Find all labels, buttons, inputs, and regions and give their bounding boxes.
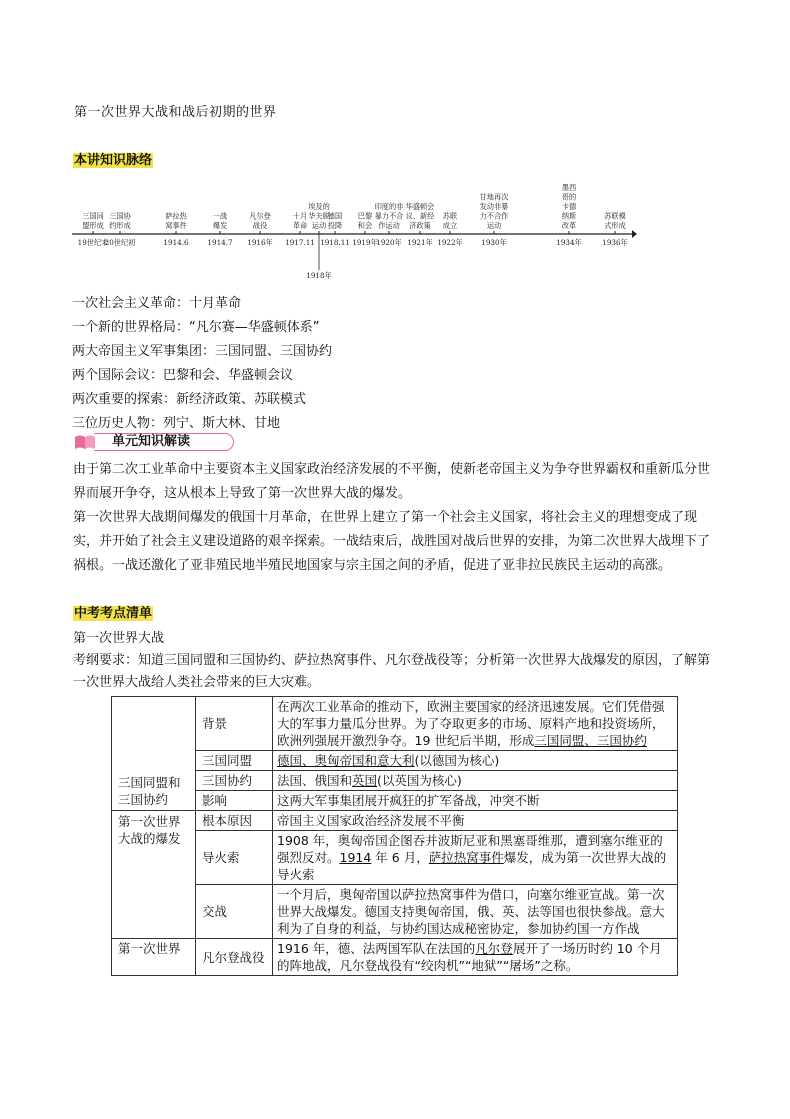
summary-item: 两个国际会议：巴黎和会、华盛顿会议 [72, 368, 294, 383]
table-row [112, 751, 678, 771]
summary-item: 一次社会主义革命：十月革命 [72, 296, 242, 311]
row-content: 这两大军事集团展开疯狂的扩军备战，冲突不断 [273, 791, 678, 811]
summary-list [72, 292, 332, 436]
paragraph: 由于第二次工业革命中主要资本主义国家政治经济发展的不平衡，使新老帝国主义为争夺世界霸权和重新瓜分世界而展开争夺，这从根本上导致了第一次世界大战的爆发。 [73, 462, 711, 501]
timeline-event: 十月革命 [292, 211, 308, 230]
table-row [112, 791, 678, 811]
knowledge-table [111, 696, 678, 976]
timeline-date: 1920年 [376, 238, 402, 247]
timeline-arrow-icon [632, 230, 637, 238]
timeline-date: 1916年 [247, 238, 273, 247]
timeline-event: 苏联成立 [442, 211, 458, 230]
row-label: 影响 [196, 791, 273, 811]
summary-item: 两次重要的探索：新经济政策、苏联模式 [72, 392, 307, 407]
unit-banner [74, 433, 244, 453]
group-cell: 第一次世界大战的爆发 [112, 811, 196, 939]
timeline-event: 萨拉热窝事件 [165, 211, 187, 230]
timeline-event: 苏联模式形成 [604, 211, 626, 230]
timeline-event: 墨西哥的卡德纳斯改革 [561, 183, 577, 230]
unit-heading: 单元知识解读 [94, 433, 234, 451]
timeline-svg [72, 170, 637, 282]
timeline-event: 巴黎和会 [357, 211, 373, 230]
table-row [112, 771, 678, 791]
row-label: 凡尔登战役 [196, 939, 273, 976]
timeline-date: 19世纪末 [77, 238, 109, 247]
timeline-date: 1918年 [306, 271, 332, 280]
table-row [112, 939, 678, 976]
timeline-event: 甘地再次发动非暴力不合作运动 [479, 192, 509, 230]
row-label: 背景 [196, 697, 273, 751]
timeline-date: 20世纪初 [104, 238, 136, 247]
timeline-date: 1936年 [602, 238, 628, 247]
book-icon [74, 434, 96, 450]
timeline-event: 德国投降 [327, 211, 343, 230]
timeline-date: 1922年 [437, 238, 463, 247]
requirement: 考纲要求：知道三国同盟和三国协约、萨拉热窝事件、凡尔登战役等；分析第一次世界大战爆发的原因，了解第一次世界大战给人类社会带来的巨大灾难。 [73, 653, 711, 690]
timeline-event: 三国同盟形成 [82, 211, 104, 230]
summary-item: 三位历史人物：列宁、斯大林、甘地 [72, 416, 281, 431]
row-content: 一个月后，奥匈帝国以萨拉热窝事件为借口，向塞尔维亚宣战。第一次世界大战爆发。德国支持奥匈帝国，俄、英、法等国也很快参战。意大利为了自身的利益，与协约国达成秘密协定，参加协约国一方作战 [273, 885, 678, 939]
row-content: 在两次工业革命的推动下，欧洲主要国家的经济迅速发展。它们凭借强大的军事力量瓜分世界。为了夺取更多的市场、原料产地和投资场所，欧洲列强展开激烈争夺。19 世纪后半期，形成三国同盟、三国协约 [273, 697, 678, 751]
table-row [112, 697, 678, 751]
topic-title: 第一次世界大战 [73, 631, 165, 646]
timeline [72, 170, 637, 282]
timeline-date: 1914.6 [163, 238, 189, 247]
row-content: 1916 年，德、法两国军队在法国的凡尔登展开了一场历时约 10 个月的阵地战，凡尔登战役有“绞肉机”“地狱”“屠场”之称。 [273, 939, 678, 976]
timeline-date: 1918.11 [320, 238, 350, 247]
timeline-event: 凡尔登战役 [249, 211, 271, 230]
exam-heading: 中考考点清单 [74, 606, 153, 621]
timeline-date: 1917.11 [285, 238, 315, 247]
timeline-date: 1930年 [481, 238, 507, 247]
timeline-date: 1921年 [407, 238, 433, 247]
timeline-date: 1914.7 [207, 238, 233, 247]
row-label: 三国同盟 [196, 751, 273, 771]
group-cell: 三国同盟和三国协约 [112, 697, 196, 811]
page-title: 第一次世界大战和战后初期的世界 [74, 105, 277, 120]
timeline-date: 1919年 [352, 238, 378, 247]
timeline-event: 印度的非暴力不合作运动 [374, 202, 404, 230]
table-row [112, 831, 678, 885]
table-row [112, 811, 678, 831]
timeline-event: 一战爆发 [212, 211, 228, 230]
timeline-event: 三国协约形成 [109, 211, 131, 230]
row-content: 1908 年，奥匈帝国企图吞并波斯尼亚和黑塞哥维那，遭到塞尔维亚的强烈反对。1914 年 6 月，萨拉热窝事件爆发，成为第一次世界大战的导火索 [273, 831, 678, 885]
row-label: 交战 [196, 885, 273, 939]
group-cell: 第一次世界 [112, 939, 196, 976]
summary-item: 两大帝国主义军事集团：三国同盟、三国协约 [72, 344, 333, 359]
table-row [112, 885, 678, 939]
row-label: 导火索 [196, 831, 273, 885]
row-label: 根本原因 [196, 811, 273, 831]
row-content: 法国、俄国和英国(以英国为核心) [273, 771, 678, 791]
row-label: 三国协约 [196, 771, 273, 791]
knowledge-network-heading: 本讲知识脉络 [74, 153, 153, 168]
paragraph: 第一次世界大战期间爆发的俄国十月革命，在世界上建立了第一个社会主义国家，将社会主义的理想变成了现实，并开始了社会主义建设道路的艰辛探索。一战结束后，战胜国对战后世界的安排，为第二次世界大战埋下了祸根。一战还激化了亚非殖民地半殖民地国家与宗主国之间的矛盾，促进了亚非拉民族民主运动的高涨。 [73, 510, 711, 573]
timeline-date: 1934年 [556, 238, 582, 247]
timeline-event: 华盛顿会议、新经济政策 [405, 202, 435, 230]
row-content: 帝国主义国家政治经济发展不平衡 [273, 811, 678, 831]
timeline-event: 埃及的华夫脱运动 [308, 202, 330, 230]
summary-item: 一个新的世界格局：“凡尔赛—华盛顿体系” [72, 320, 320, 335]
row-content: 德国、奥匈帝国和意大利(以德国为核心) [273, 751, 678, 771]
